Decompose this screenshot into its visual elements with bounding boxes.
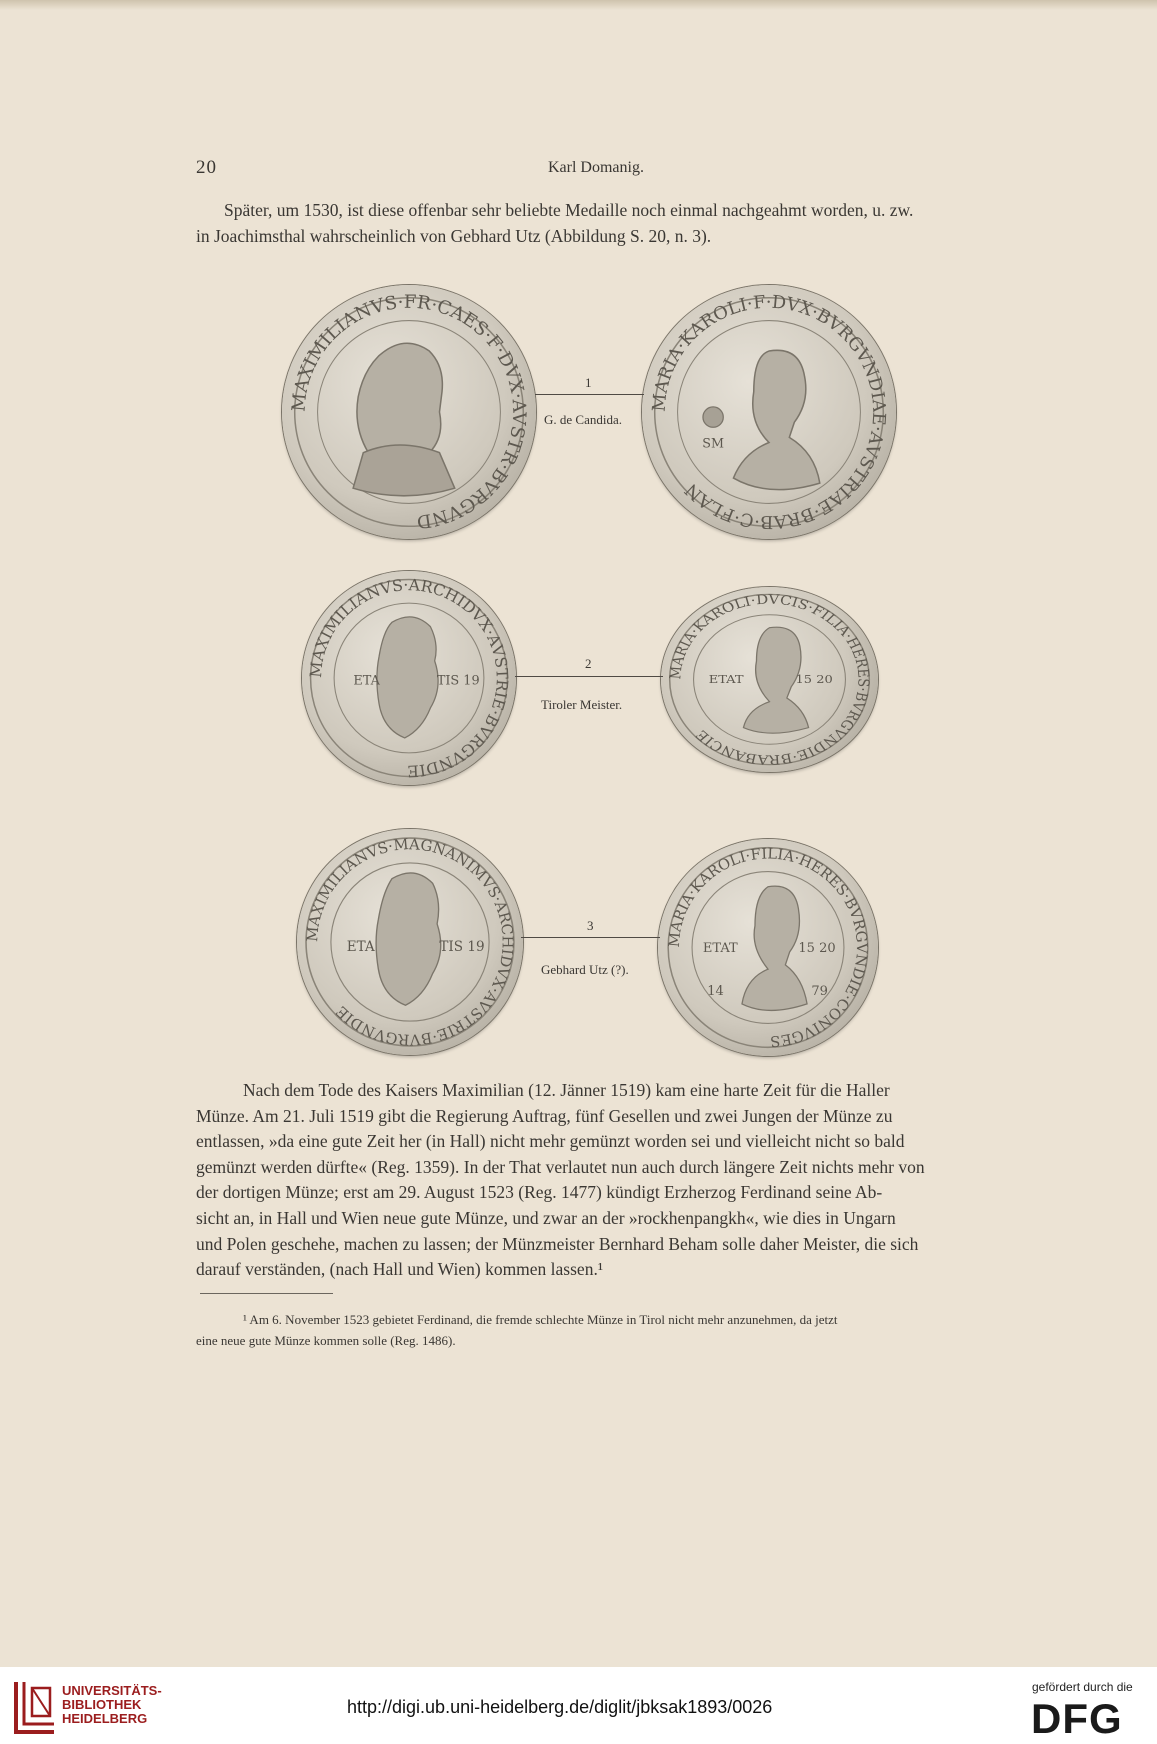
text-line: sicht an, in Hall und Wien neue gute Münze, und zwar an der »rockhenpangkh«, wie dies in Ungarn	[196, 1207, 896, 1228]
medal-field-text: TIS 19	[436, 673, 480, 689]
figure-number: 2	[585, 656, 592, 671]
medal-1-reverse	[642, 285, 896, 539]
text-line: entlassen, »da eine gute Zeit her (in Hall) nicht mehr gemünzt worden sei und vielleicht nicht so bald	[196, 1131, 905, 1152]
medal-2-obverse	[302, 571, 516, 785]
medal-1-obverse	[282, 285, 536, 539]
medal-legend: MARIA·KAROLI·FILIA·HERES·BVRGVNDIE·CONIVGES	[665, 845, 871, 1050]
medal-legend: MAXIMILIANVS·FR·CAES·F·DVX·AVSTR·BVRGVND	[288, 291, 530, 532]
text-line: darauf verständen, (nach Hall und Wien) kommen lassen.¹	[196, 1259, 604, 1280]
dfg-logo: DFG	[1031, 1695, 1123, 1742]
intro-paragraph	[196, 198, 983, 249]
library-name	[62, 1684, 162, 1726]
page-edge	[0, 0, 1157, 10]
figure-number: 3	[587, 918, 594, 933]
text-line: Münze. Am 21. Juli 1519 gibt die Regierung Auftrag, fünf Gesellen und zwei Jungen der Münze zu	[196, 1105, 893, 1126]
library-name-line: UNIVERSITÄTS-	[62, 1683, 162, 1698]
medal-field-text: ETAT	[708, 673, 744, 686]
footnote-rule	[200, 1293, 333, 1294]
medal-field-text: 15 20	[795, 673, 833, 686]
medal-field-text: 14	[707, 984, 724, 1000]
medal-3-reverse	[658, 839, 878, 1056]
medal-field-text: ETAT	[702, 940, 738, 956]
funding-caption: gefördert durch die	[1032, 1680, 1133, 1694]
figure-connector-line	[535, 394, 644, 395]
medal-legend: MARIA·KAROLI·F·DVX·BVRGVNDIAE·AVSTRIAE·BRAB·C·FLAN	[649, 292, 889, 532]
medal-field-text: TIS 19	[439, 939, 485, 956]
medal-field-text: 79	[811, 984, 828, 1000]
medal-field-text: 15 20	[798, 940, 836, 956]
library-name-line: BIBLIOTHEK	[62, 1697, 142, 1712]
running-title: Karl Domanig.	[548, 159, 644, 176]
university-library-logo-icon	[12, 1678, 58, 1736]
medal-2-reverse	[661, 587, 878, 772]
library-name-line: HEIDELBERG	[62, 1711, 148, 1726]
text-line: Nach dem Tode des Kaisers Maximilian (12. Jänner 1519) kam eine harte Zeit für die Haller	[243, 1080, 890, 1100]
page-number: 20	[196, 157, 217, 178]
medal-field-text: SM	[702, 435, 724, 451]
medal-legend: MARIA·KAROLI·DVCIS·FILIA·HERES·BVRGVNDIE·BRABANCIE	[667, 592, 872, 767]
medal-legend: MAXIMILIANVS·MAGNANIMVS·ARCHIDVX·AVSTRIE·BVRGVNDIE	[303, 835, 517, 1049]
medal-field-text: ETA	[346, 939, 375, 956]
figure-number: 1	[585, 375, 592, 390]
permalink-url[interactable]: http://digi.ub.uni-heidelberg.de/diglit/jbksak1893/0026	[347, 1697, 773, 1717]
main-paragraph	[196, 1078, 983, 1283]
figure-connector-line	[515, 676, 663, 677]
footnote	[196, 1309, 985, 1351]
text-line: gemünzt werden dürfte« (Reg. 1359). In der That verlautet nun auch durch längere Zeit nichts mehr von	[196, 1156, 925, 1177]
medal-field-text: ETA	[353, 673, 380, 689]
figure-attribution: Tiroler Meister.	[541, 697, 623, 712]
figure-attribution: G. de Candida.	[544, 412, 622, 427]
text-line: in Joachimsthal wahrscheinlich von Gebhard Utz (Abbildung S. 20, n. 3).	[196, 225, 712, 246]
footnote-line: eine neue gute Münze kommen solle (Reg. 1486).	[196, 1333, 456, 1348]
medal-3-obverse	[297, 829, 523, 1055]
text-line: Später, um 1530, ist diese offenbar sehr beliebte Medaille noch einmal nachgeahmt worden, u. zw.	[224, 200, 914, 220]
footnote-line: ¹ Am 6. November 1523 gebietet Ferdinand, die fremde schlechte Münze in Tirol nicht mehr anzunehmen, da jetzt	[243, 1312, 838, 1327]
medal-legend: MAXIMILIANVS·ARCHIDVX·AVSTRIE·BVRGVNDIE	[305, 575, 512, 781]
text-line: der dortigen Münze; erst am 29. August 1523 (Reg. 1477) kündigt Erzherzog Ferdinand seine Ab-	[196, 1182, 883, 1203]
figure-connector-line	[521, 937, 660, 938]
figure-attribution: Gebhard Utz (?).	[541, 962, 629, 977]
text-line: und Polen geschehe, machen zu lassen; der Münzmeister Bernhard Beham solle daher Meister, die sich	[196, 1233, 919, 1254]
